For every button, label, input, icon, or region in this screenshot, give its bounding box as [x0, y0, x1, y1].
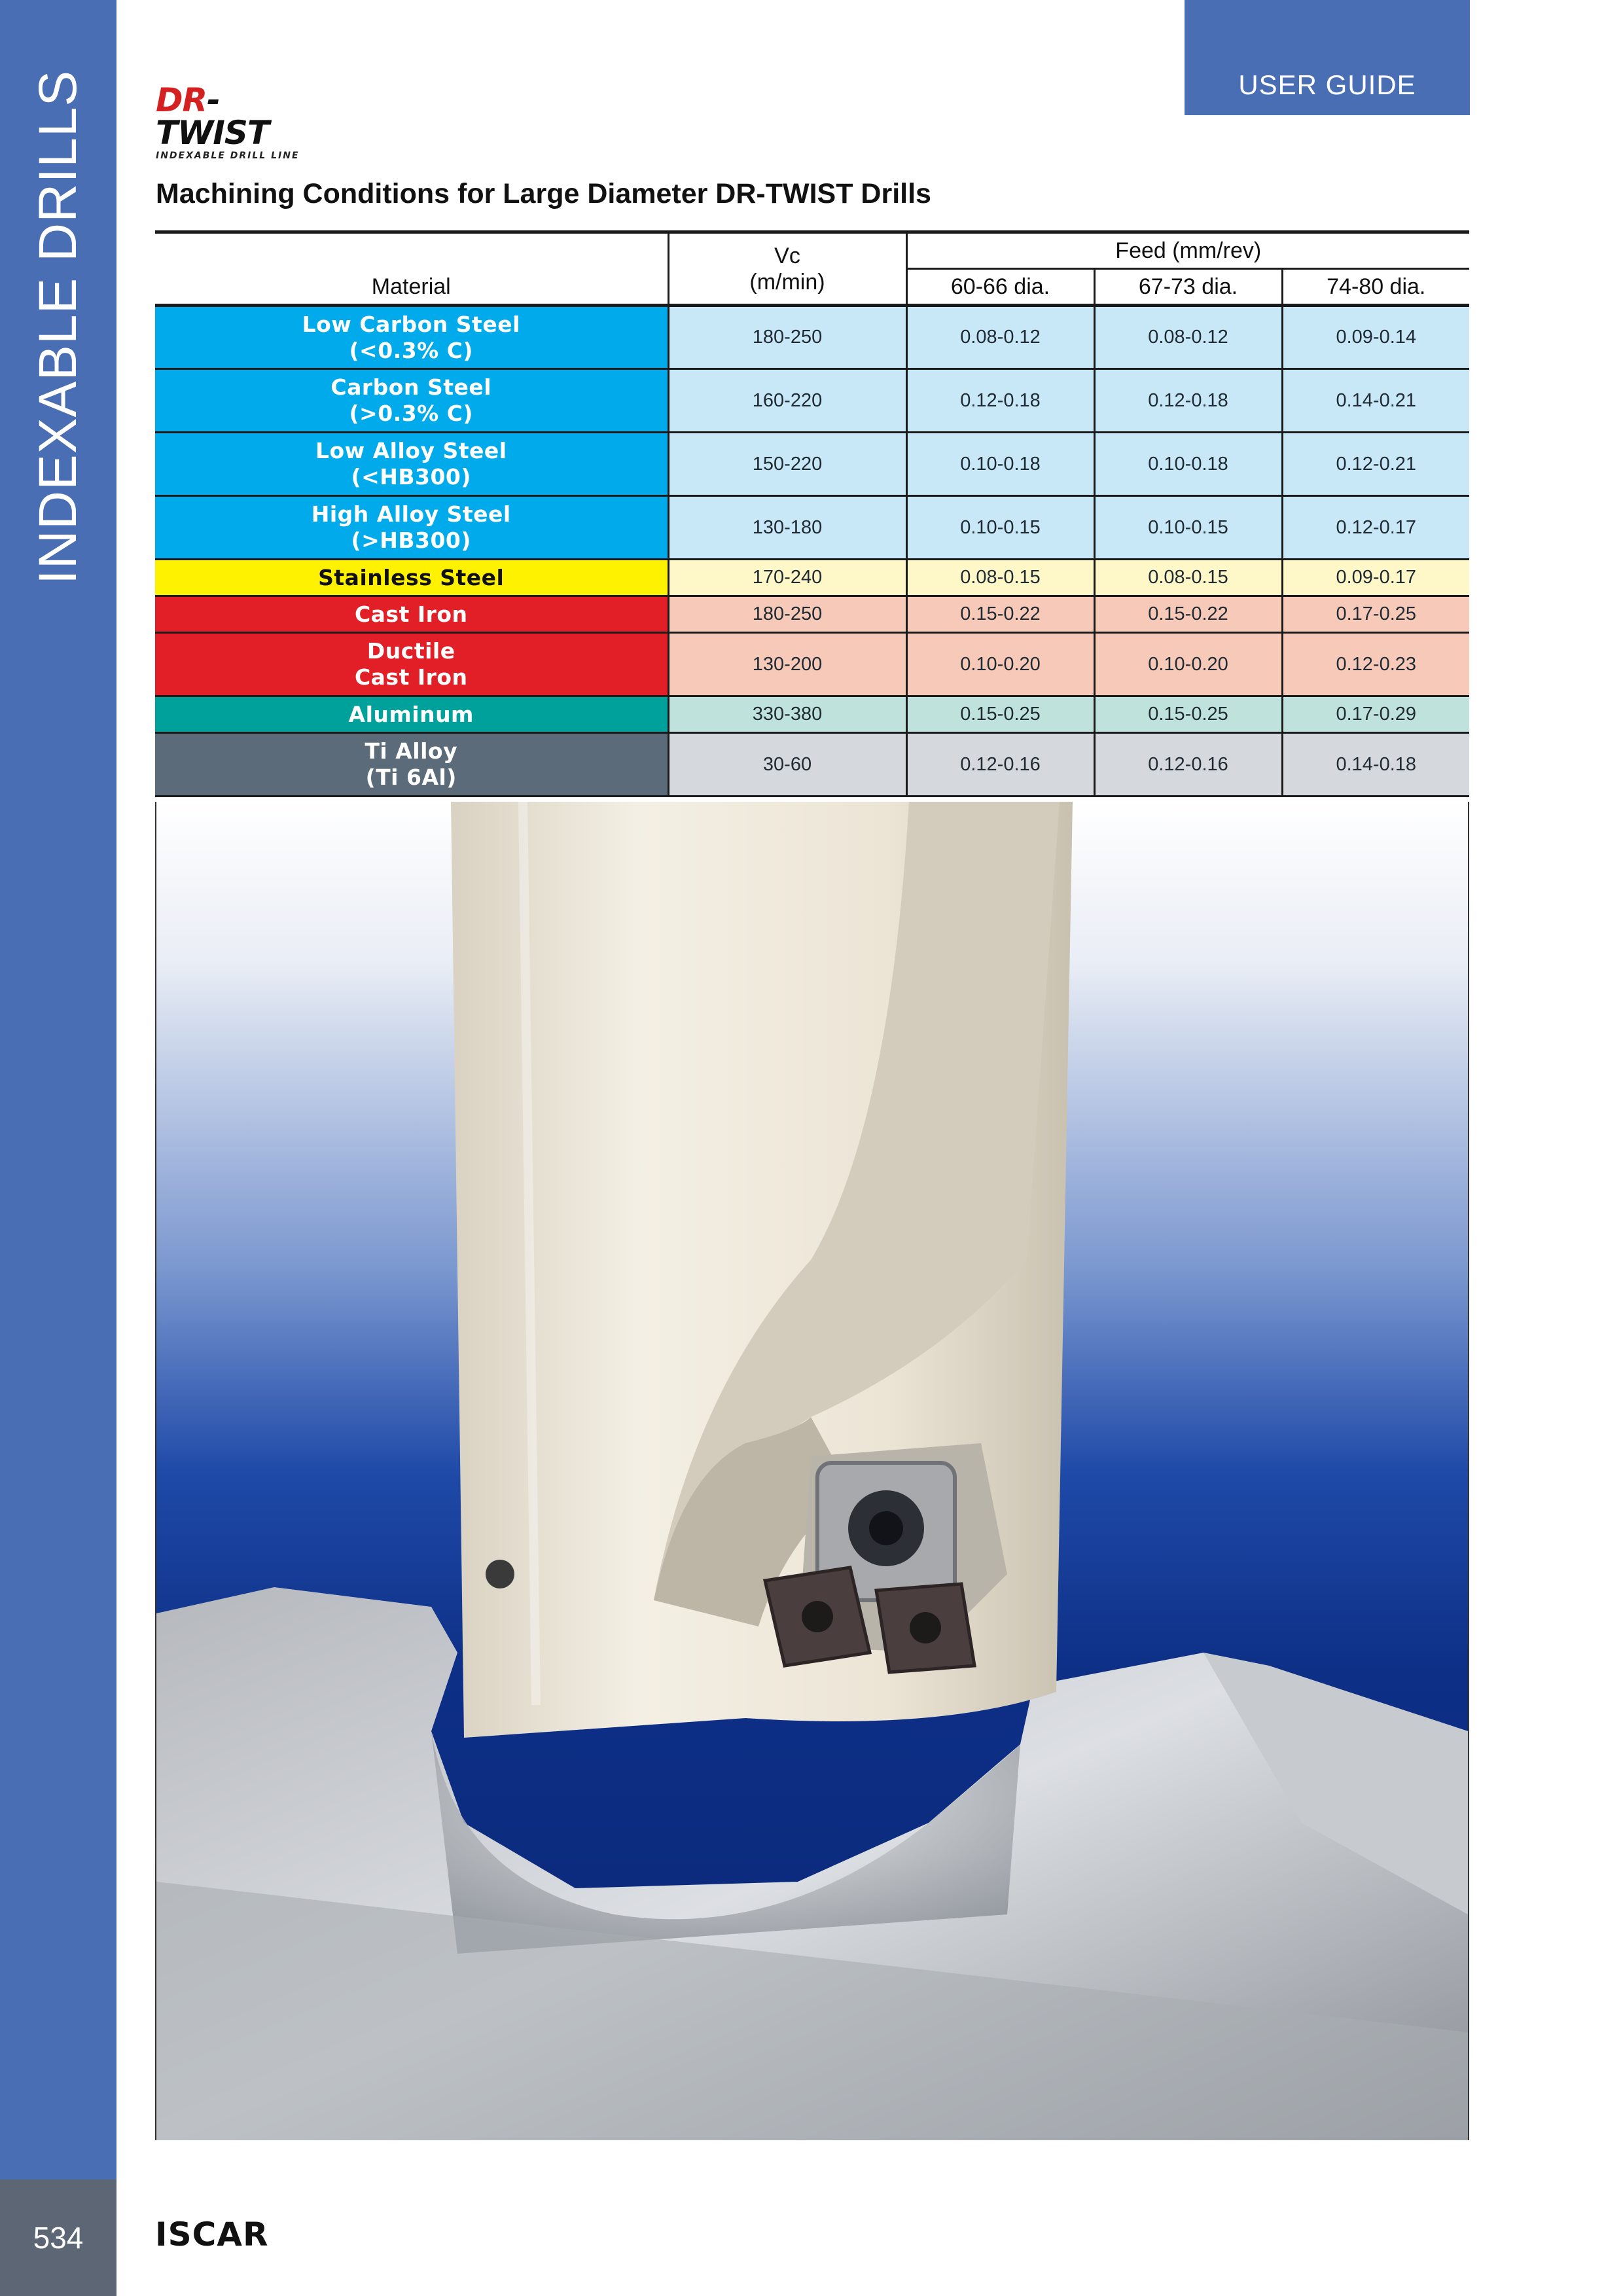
feed-cell: 0.10-0.20 — [906, 633, 1094, 696]
header-dia-2: 67-73 dia. — [1094, 269, 1282, 306]
feed-cell: 0.10-0.18 — [1094, 433, 1282, 496]
user-guide-tab: USER GUIDE — [1185, 0, 1470, 115]
header-vc: Vc (m/min) — [668, 232, 906, 306]
material-label: (Ti 6Al) — [365, 764, 457, 790]
logo-subtitle: INDEXABLE DRILL LINE — [156, 151, 300, 161]
feed-cell: 0.14-0.18 — [1282, 733, 1469, 797]
header-feed: Feed (mm/rev) — [906, 232, 1469, 269]
feed-cell: 0.12-0.23 — [1282, 633, 1469, 696]
drill-photo — [155, 802, 1469, 2140]
material-label: Cast Iron — [354, 601, 468, 627]
table-row — [155, 696, 1469, 733]
vc-cell: 180-250 — [668, 306, 906, 369]
feed-cell: 0.15-0.25 — [1094, 696, 1282, 733]
material-label: Cast Iron — [354, 664, 468, 690]
vc-cell: 130-180 — [668, 496, 906, 560]
material-label: Low Carbon Steel — [302, 311, 520, 337]
feed-cell: 0.12-0.16 — [1094, 733, 1282, 797]
material-cell — [155, 369, 668, 433]
material-label: (>HB300) — [351, 528, 471, 553]
feed-cell: 0.12-0.18 — [906, 369, 1094, 433]
feed-cell: 0.14-0.21 — [1282, 369, 1469, 433]
table-row — [155, 733, 1469, 797]
dr-twist-logo — [156, 81, 326, 161]
iscar-brand: ISCAR — [155, 2215, 269, 2253]
feed-cell: 0.08-0.15 — [906, 560, 1094, 596]
drill-illustration — [156, 802, 1468, 2140]
section-sidebar — [0, 0, 116, 2179]
page-number: 534 — [0, 2179, 116, 2296]
feed-cell: 0.15-0.25 — [906, 696, 1094, 733]
table-row — [155, 306, 1469, 369]
feed-cell: 0.15-0.22 — [906, 596, 1094, 633]
table-row — [155, 496, 1469, 560]
material-label: Stainless Steel — [318, 564, 505, 590]
table-row — [155, 633, 1469, 696]
feed-cell: 0.10-0.15 — [1094, 496, 1282, 560]
header-dia-3: 74-80 dia. — [1282, 269, 1469, 306]
feed-cell: 0.08-0.12 — [1094, 306, 1282, 369]
feed-cell: 0.12-0.17 — [1282, 496, 1469, 560]
feed-cell: 0.09-0.17 — [1282, 560, 1469, 596]
material-label: Low Alloy Steel — [315, 438, 507, 463]
feed-cell: 0.09-0.14 — [1282, 306, 1469, 369]
material-cell — [155, 733, 668, 797]
material-cell — [155, 560, 668, 596]
material-label: Carbon Steel — [330, 374, 492, 400]
vc-cell: 170-240 — [668, 560, 906, 596]
feed-cell: 0.12-0.21 — [1282, 433, 1469, 496]
feed-cell: 0.08-0.12 — [906, 306, 1094, 369]
feed-cell: 0.12-0.16 — [906, 733, 1094, 797]
table-body — [155, 306, 1469, 797]
material-label: (>0.3% C) — [349, 401, 474, 426]
logo-wordmark: DR-TWIST — [156, 81, 269, 152]
table-row — [155, 596, 1469, 633]
material-cell — [155, 596, 668, 633]
material-cell — [155, 306, 668, 369]
material-label: Ductile — [366, 638, 455, 664]
header-dia-1: 60-66 dia. — [906, 269, 1094, 306]
table-row — [155, 560, 1469, 596]
vc-cell: 30-60 — [668, 733, 906, 797]
material-cell — [155, 433, 668, 496]
material-cell — [155, 696, 668, 733]
section-title: INDEXABLE DRILLS — [28, 69, 88, 585]
material-label: Ti Alloy — [365, 738, 458, 764]
feed-cell: 0.17-0.29 — [1282, 696, 1469, 733]
feed-cell: 0.08-0.15 — [1094, 560, 1282, 596]
feed-cell: 0.15-0.22 — [1094, 596, 1282, 633]
vc-cell: 160-220 — [668, 369, 906, 433]
machining-conditions-table — [155, 230, 1469, 797]
vc-cell: 150-220 — [668, 433, 906, 496]
material-label: (<HB300) — [351, 464, 471, 490]
table-row — [155, 369, 1469, 433]
vc-cell: 180-250 — [668, 596, 906, 633]
material-label: (<0.3% C) — [349, 337, 474, 363]
vc-cell: 330-380 — [668, 696, 906, 733]
page-title: Machining Conditions for Large Diameter DR-TWIST Drills — [156, 178, 931, 209]
feed-cell: 0.10-0.18 — [906, 433, 1094, 496]
material-cell — [155, 496, 668, 560]
vc-cell: 130-200 — [668, 633, 906, 696]
header-material: Material — [155, 232, 668, 306]
material-label: Aluminum — [348, 701, 474, 727]
feed-cell: 0.12-0.18 — [1094, 369, 1282, 433]
feed-cell: 0.10-0.15 — [906, 496, 1094, 560]
feed-cell: 0.10-0.20 — [1094, 633, 1282, 696]
material-cell — [155, 633, 668, 696]
table-row — [155, 433, 1469, 496]
feed-cell: 0.17-0.25 — [1282, 596, 1469, 633]
material-label: High Alloy Steel — [311, 501, 511, 527]
